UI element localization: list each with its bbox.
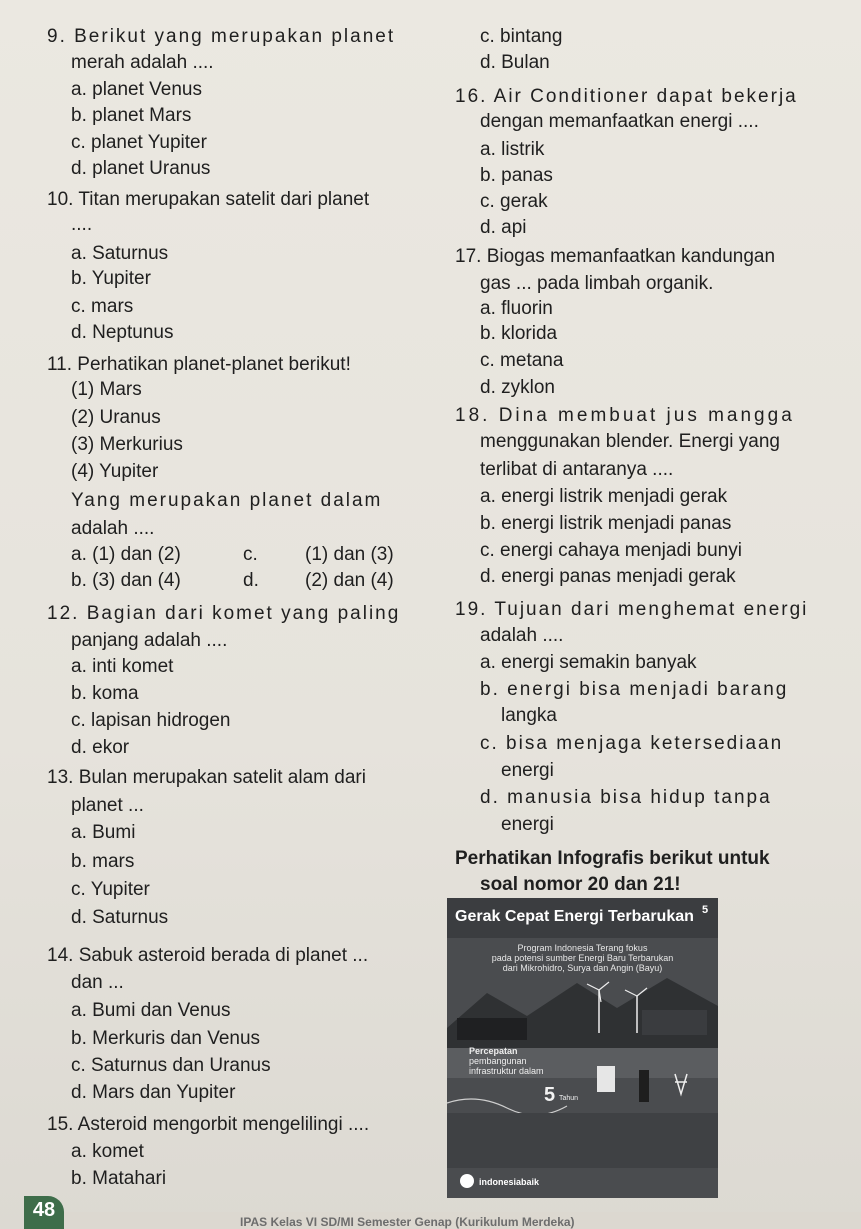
q19-option-a: a. energi semakin banyak [480, 652, 697, 673]
instruction-line-1: Perhatikan Infografis berikut untuk [455, 848, 770, 869]
infographic-subtitle-3: dari Mikrohidro, Surya dan Angin (Bayu) [502, 963, 663, 973]
q18-stem-2: menggunakan blender. Energi yang [480, 431, 781, 452]
q14-stem: 14. Sabuk asteroid berada di planet ... [47, 945, 369, 966]
q19-option-c: c. bisa menjaga ketersediaan [480, 733, 784, 754]
solar-panel-icon [642, 1010, 707, 1035]
q9-stem-2: merah adalah .... [71, 52, 214, 73]
q17-option-c: c. metana [480, 350, 564, 371]
q19-option-b-2: langka [501, 705, 557, 726]
accel-label-2: pembangunan [469, 1056, 527, 1066]
q11-option-a: a. (1) dan (2) [71, 544, 181, 565]
accel-label-3: infrastruktur dalam [469, 1066, 544, 1076]
infographic-logo-text: indonesiabaik [479, 1177, 540, 1187]
q13-option-b: b. mars [71, 851, 135, 872]
q17-stem: 17. Biogas memanfaatkan kandungan [455, 246, 776, 267]
q18-option-c: c. energi cahaya menjadi bunyi [480, 540, 742, 561]
indonesiabaik-logo-icon [460, 1174, 474, 1188]
q19-stem-2: adalah .... [480, 625, 564, 646]
q14-option-c: c. Saturnus dan Uranus [71, 1055, 271, 1076]
q10-stem: 10. Titan merupakan satelit dari planet [47, 189, 370, 210]
q9-option-d: d. planet Uranus [71, 158, 211, 179]
q19-option-c-2: energi [501, 760, 554, 781]
q11-option-d-letter: d. [243, 570, 259, 591]
q18-stem: 18. Dina membuat jus mangga [455, 405, 795, 426]
q11-stem-3: adalah .... [71, 518, 155, 539]
infographic-subtitle-2: pada potensi sumber Energi Baru Terbarukan [491, 953, 674, 963]
q14-stem-2: dan ... [71, 972, 124, 993]
q15-option-b: b. Matahari [71, 1168, 167, 1189]
q13-stem-2: planet ... [71, 795, 144, 816]
q11-item-2: (2) Uranus [71, 407, 161, 428]
q11-stem-2: Yang merupakan planet dalam [71, 490, 383, 511]
q15-option-a: a. komet [71, 1141, 144, 1162]
solar-panel-icon [457, 1018, 527, 1040]
infographic [447, 898, 718, 1198]
infographic-subtitle-1: Program Indonesia Terang fokus [517, 943, 648, 953]
q11-item-1: (1) Mars [71, 379, 142, 400]
page-number: 48 [24, 1196, 64, 1229]
q16-stem: 16. Air Conditioner dapat bekerja [455, 86, 798, 107]
q9-option-a: a. planet Venus [71, 79, 202, 100]
q19-option-d-2: energi [501, 814, 554, 835]
q14-option-d: d. Mars dan Yupiter [71, 1082, 236, 1103]
q11-item-3: (3) Merkurius [71, 434, 183, 455]
q18-option-a: a. energi listrik menjadi gerak [480, 486, 728, 507]
pylon-icon [597, 1066, 615, 1092]
q9-stem: 9. Berikut yang merupakan planet [47, 26, 396, 47]
q19-stem: 19. Tujuan dari menghemat energi [455, 599, 809, 620]
q11-option-c: (1) dan (3) [305, 544, 394, 565]
building-icon [639, 1070, 649, 1102]
q17-option-d: d. zyklon [480, 377, 555, 398]
q12-option-a: a. inti komet [71, 656, 174, 677]
accel-label-1: Percepatan [469, 1046, 518, 1056]
q11-option-c-letter: c. [243, 544, 258, 565]
q16-option-d: d. api [480, 217, 527, 238]
q18-stem-3: terlibat di antaranya .... [480, 459, 674, 480]
q12-option-b: b. koma [71, 683, 139, 704]
instruction-line-2: soal nomor 20 dan 21! [480, 874, 681, 895]
q17-option-b: b. klorida [480, 323, 558, 344]
q10-stem-2: .... [71, 214, 93, 235]
q10-option-b: b. Yupiter [71, 268, 151, 289]
q17-option-a: a. fluorin [480, 298, 553, 319]
infographic-five-years: 5 [544, 1084, 556, 1106]
q10-option-a: a. Saturnus [71, 243, 169, 264]
q11-item-4: (4) Yupiter [71, 461, 159, 482]
q18-option-b: b. energi listrik menjadi panas [480, 513, 732, 534]
q14-option-a: a. Bumi dan Venus [71, 1000, 231, 1021]
q9-option-d: d. Bulan [480, 52, 550, 73]
q11-stem: 11. Perhatikan planet-planet berikut! [47, 354, 351, 375]
q16-option-c: c. gerak [480, 191, 548, 212]
q9-option-c: c. planet Yupiter [71, 132, 207, 153]
q13-option-d: d. Saturnus [71, 907, 169, 928]
infographic-title: Gerak Cepat Energi Terbarukan [455, 908, 694, 925]
q13-option-a: a. Bumi [71, 822, 136, 843]
infographic-corner-number: 5 [702, 904, 709, 916]
q13-option-c: c. Yupiter [71, 879, 150, 900]
q16-option-b: b. panas [480, 165, 553, 186]
q12-stem-2: panjang adalah .... [71, 630, 228, 651]
infographic-tahun: Tahun [559, 1095, 579, 1102]
q12-option-d: d. ekor [71, 737, 130, 758]
q12-option-c: c. lapisan hidrogen [71, 710, 231, 731]
q13-stem: 13. Bulan merupakan satelit alam dari [47, 767, 366, 788]
q11-option-b: b. (3) dan (4) [71, 570, 181, 591]
q14-option-b: b. Merkuris dan Venus [71, 1028, 261, 1049]
q15-stem: 15. Asteroid mengorbit mengelilingi .... [47, 1114, 370, 1135]
q10-option-d: d. Neptunus [71, 322, 174, 343]
q10-option-c: c. mars [71, 296, 134, 317]
q19-option-b: b. energi bisa menjadi barang [480, 679, 789, 700]
q17-stem-2: gas ... pada limbah organik. [480, 273, 714, 294]
q9-option-b: b. planet Mars [71, 105, 192, 126]
q18-option-d: d. energi panas menjadi gerak [480, 566, 736, 587]
q16-option-a: a. listrik [480, 139, 545, 160]
footer-text: IPAS Kelas VI SD/MI Semester Genap (Kurikulum Merdeka) [240, 1215, 575, 1229]
q12-stem: 12. Bagian dari komet yang paling [47, 603, 401, 624]
q11-option-d: (2) dan (4) [305, 570, 394, 591]
q19-option-d: d. manusia bisa hidup tanpa [480, 787, 772, 808]
q16-stem-2: dengan memanfaatkan energi .... [480, 111, 759, 132]
q9-option-c: c. bintang [480, 26, 563, 47]
